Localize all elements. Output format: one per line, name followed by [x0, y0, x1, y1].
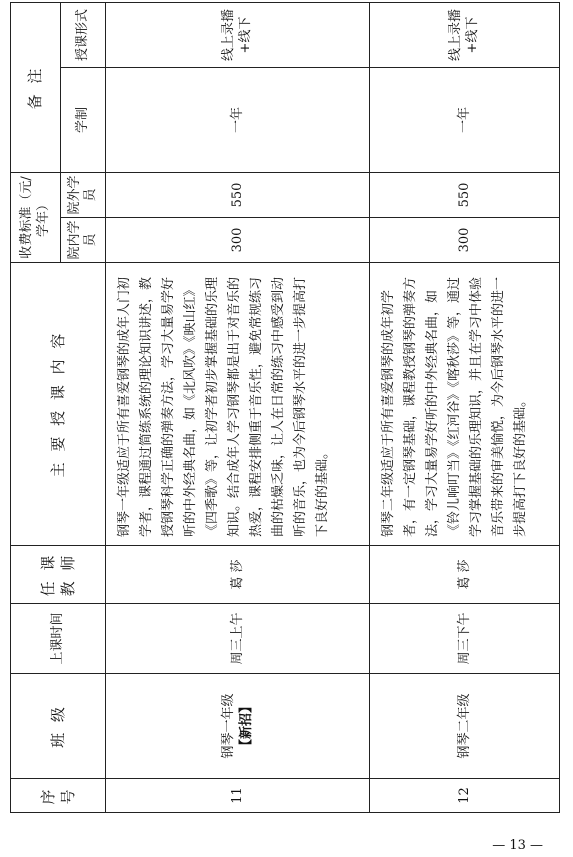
row-fee-in: 300 — [106, 218, 370, 263]
header-teacher: 任 课 教 师 — [11, 546, 106, 604]
row-mode: 线上录播+线下 — [370, 2, 560, 67]
page-number: — 13 — — [492, 838, 543, 853]
row-content: 钢琴一年级适应于所有喜爱钢琴的成年人门初学者，课程通过简练系统的理论知识讲述，教授钢琴科学正确的弹奏方法，学习大量易学好听的中外经典名曲，如《北风吹》《映山红》《四季歌》等，让初学者初步掌握基础的乐理知识。结合成年人学习钢琴都是出于对音乐的热爱，课程安排侧重于音乐性，避免常规练习曲的枯燥乏味，让人在日常的练习中感受到动听的音乐，也为今后钢琴水平的进一步提高打下良好的基础。 — [106, 263, 370, 546]
row-teacher: 葛 莎 — [370, 546, 560, 604]
row-fee-out: 550 — [370, 172, 560, 217]
course-table — [10, 2, 560, 813]
row-content: 钢琴二年级适应于所有喜爱钢琴的成年初学者，有一定钢琴基础，课程教授钢琴的弹奏方法，学习大量易学好听的中外经典名曲，如《铃儿响叮当》《红河谷》《喀秋莎》等，通过学习掌握基础的乐理知识，并且在学习中体验音乐带来的审美愉悦，为今后钢琴水平的进一步提高打下良好的基础。 — [370, 263, 560, 546]
header-time: 上课时间 — [11, 604, 106, 674]
header-content: 主 要 授 课 内 容 — [11, 263, 106, 546]
header-seq: 序号 — [11, 779, 106, 813]
row-term: 一年 — [370, 67, 560, 172]
row-fee-in: 300 — [370, 218, 560, 263]
row-class — [106, 674, 370, 779]
class-name: 钢琴一年级 — [220, 693, 236, 759]
row-seq: 11 — [106, 779, 370, 813]
header-fee-out: 院外学员 — [61, 172, 106, 217]
header-remark: 备 注 — [11, 2, 61, 172]
row-term: 一年 — [106, 67, 370, 172]
rotated-table-wrapper — [10, 3, 560, 813]
row-time: 周三上午 — [106, 604, 370, 674]
header-mode: 授课形式 — [61, 2, 106, 67]
class-name: 钢琴二年级 — [456, 693, 472, 759]
header-term: 学制 — [61, 67, 106, 172]
row-fee-out: 550 — [106, 172, 370, 217]
header-fee-in: 院内学员 — [61, 218, 106, 263]
table-row — [370, 2, 560, 812]
row-class — [370, 674, 560, 779]
table-row — [106, 2, 370, 812]
class-tag: 【新招】 — [238, 700, 254, 753]
row-teacher: 葛 莎 — [106, 546, 370, 604]
header-class: 班 级 — [11, 674, 106, 779]
row-time: 周三下午 — [370, 604, 560, 674]
row-seq: 12 — [370, 779, 560, 813]
row-mode: 线上录播+线下 — [106, 2, 370, 67]
header-fee: 收费标准（元/学年） — [11, 172, 61, 262]
